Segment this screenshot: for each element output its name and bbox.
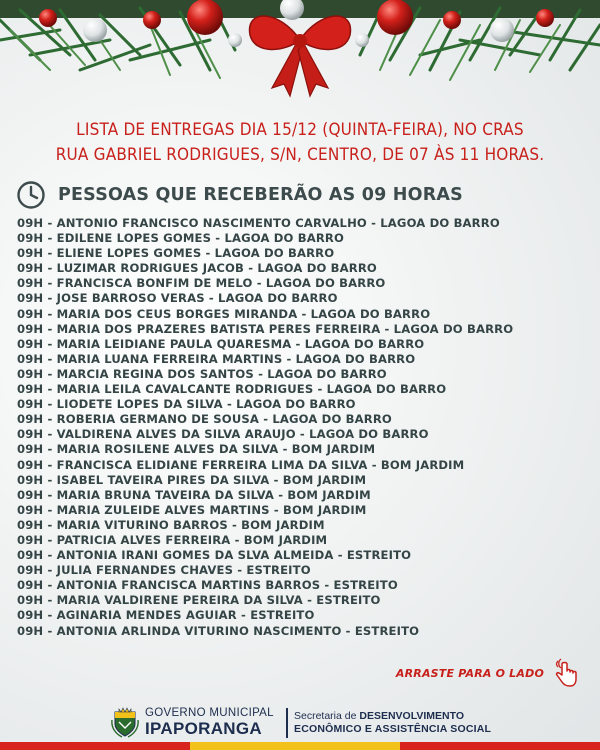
list-item: 09H - ROBERIA GERMANO DE SOUSA - LAGOA DO BARRO [17,412,392,427]
list-item: 09H - MARIA DOS PRAZERES BATISTA PERES FERREIRA - LAGOA DO BARRO [17,321,514,336]
list-item: 09H - LUZIMAR RODRIGUES JACOB - LAGOA DO BARRO [17,261,377,276]
headline-line-2: RUA GABRIEL RODRIGUES, S/N, CENTRO, DE 07 ÀS 11 HORAS. [55,145,545,165]
list-item: 09H - MARIA LEILA CAVALCANTE RODRIGUES - LAGOA DO BARRO [17,382,447,397]
list-item: 09H - ANTONIA FRANCISCA MARTINS BARROS - ESTREITO [17,578,398,593]
list-item: 09H - PATRICIA ALVES FERREIRA - BOM JARDIM [17,532,328,547]
list-item: 09H - ISABEL TAVEIRA PIRES DA SILVA - BOM JARDIM [17,472,367,487]
delivery-headline [0,118,600,168]
list-item: 09H - ANTONIA IRANI GOMES DA SLVA ALMEIDA - ESTREITO [17,548,412,563]
list-item: 09H - MARIA ROSILENE ALVES DA SILVA - BOM JARDIM [17,442,376,457]
list-item: 09H - MARCIA REGINA DOS SANTOS - LAGOA DO BARRO [17,366,387,381]
list-item: 09H - ANTONIO FRANCISCO NASCIMENTO CARVALHO - LAGOA DO BARRO [17,216,500,230]
list-item: 09H - MARIA DOS CEUS BORGES MIRANDA - LAGOA DO BARRO [17,306,431,321]
list-item: 09H - LIODETE LOPES DA SILVA - LAGOA DO BARRO [17,397,356,412]
clock-icon [16,180,46,210]
secretariat-bold: DESENVOLVIMENTO [359,710,465,722]
christmas-garland-decoration [0,0,600,100]
secretariat-prefix: Secretaria de [294,710,360,722]
list-item: 09H - AGINARIA MENDES AGUIAR - ESTREITO [17,608,315,623]
municipality-name: IPAPORANGA [145,718,262,738]
swipe-hint[interactable] [396,658,578,688]
list-item: 09H - MARIA VITURINO BARROS - BOM JARDIM [17,517,325,532]
secretariat-line-2: ECONÔMICO E ASSISTÊNCIA SOCIAL [294,723,492,735]
recipients-list [17,216,513,639]
footer-divider [286,708,288,738]
gov-label: GOVERNO MUNICIPAL [145,706,274,719]
list-item: 09H - MARIA BRUNA TAVEIRA DA SILVA - BOM JARDIM [17,487,371,502]
list-item: 09H - MARIA LUANA FERREIRA MARTINS - LAGOA DO BARRO [17,351,416,366]
section-header [16,180,463,210]
municipal-logo [110,706,274,738]
list-item: 09H - MARIA ZULEIDE ALVES MARTINS - BOM JARDIM [17,502,367,517]
list-item: 09H - FRANCISCA BONFIM DE MELO - LAGOA DO BARRO [17,276,386,291]
section-title: PESSOAS QUE RECEBERÃO AS 09 HORAS [58,185,463,205]
list-item: 09H - MARIA LEIDIANE PAULA QUARESMA - LAGOA DO BARRO [17,336,425,351]
list-item: 09H - JULIA FERNANDES CHAVES - ESTREITO [17,563,311,578]
list-item: 09H - MARIA VALDIRENE PEREIRA DA SILVA - ESTREITO [17,593,381,608]
secretariat-label [294,710,491,736]
municipal-crest-icon [110,706,140,738]
list-item: 09H - FRANCISCA ELIDIANE FERREIRA LIMA DA SILVA - BOM JARDIM [17,457,465,472]
footer-color-stripes [0,742,600,750]
headline-line-1: LISTA DE ENTREGAS DIA 15/12 (QUINTA-FEIRA), NO CRAS [76,120,524,140]
list-item: 09H - ELIENE LOPES GOMES - LAGOA DO BARRO [17,246,335,261]
swipe-hint-label: ARRASTE PARA O LADO [395,666,544,680]
list-item: 09H - JOSE BARROSO VERAS - LAGOA DO BARRO [17,291,338,306]
list-item: 09H - VALDIRENA ALVES DA SILVA ARAUJO - LAGOA DO BARRO [17,427,429,442]
list-item: 09H - EDILENE LOPES GOMES - LAGOA DO BARRO [17,231,345,246]
list-item: 09H - ANTONIA ARLINDA VITURINO NASCIMENTO - ESTREITO [17,623,420,638]
pointing-hand-icon [552,658,578,688]
